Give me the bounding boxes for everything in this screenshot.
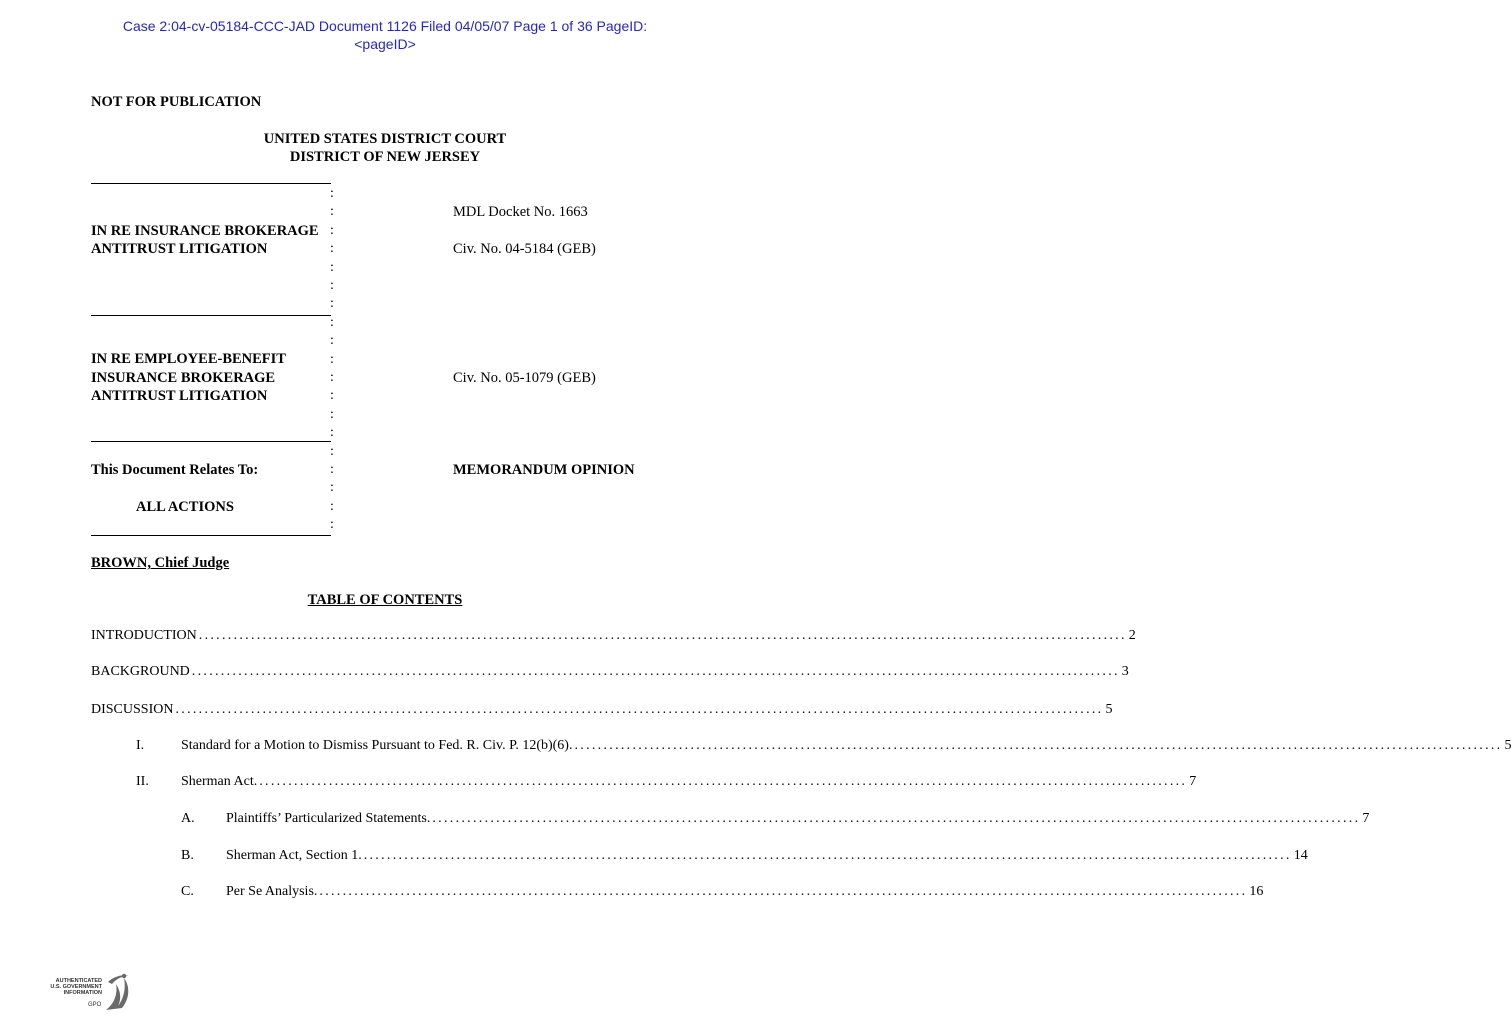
caption-colon: : (330, 352, 334, 367)
caption-colon: : (330, 480, 334, 495)
toc-leader: ................................................................................................................................................................ (259, 774, 1188, 789)
document-type: MEMORANDUM OPINION (453, 462, 635, 478)
caption-colon: : (330, 241, 334, 256)
toc-entry-page: 5 (1504, 738, 1511, 753)
caption-colon: : (330, 204, 334, 219)
logo-gpo: GPO (88, 1002, 102, 1008)
caption-colon: : (330, 462, 334, 477)
gpo-authentication-logo (44, 970, 134, 1015)
caption-colon: : (330, 296, 334, 311)
toc-entry-label: Plaintiffs’ Particularized Statements. (226, 811, 431, 826)
toc-entry-motion-to-dismiss[interactable] (181, 738, 1511, 754)
logo-line: INFORMATION (63, 990, 102, 997)
toc-entry-background[interactable] (91, 664, 1129, 680)
toc-entry-label: Standard for a Motion to Dismiss Pursuant to Fed. R. Civ. P. 12(b)(6). (181, 738, 573, 753)
case-header-line1: Case 2:04-cv-05184-CCC-JAD Document 1126 Filed 04/05/07 Page 1 of 36 PageID: (122, 18, 648, 34)
toc-entry-label: BACKGROUND (91, 664, 190, 679)
caption-colon: : (330, 370, 334, 385)
toc-leader: ................................................................................................................................................................ (319, 884, 1248, 899)
toc-entry-page: 3 (1121, 664, 1129, 679)
case1-title-line2: ANTITRUST LITIGATION (91, 241, 268, 257)
caption-colon: : (330, 278, 334, 293)
toc-entry-number: II. (136, 774, 149, 789)
toc-entry-number: C. (181, 884, 194, 899)
caption-colon: : (330, 315, 334, 330)
toc-entry-label: Sherman Act, Section 1. (226, 848, 362, 863)
toc-entry-page: 14 (1293, 848, 1308, 863)
caption-colon: : (330, 333, 334, 348)
toc-entry-page: 16 (1249, 884, 1264, 899)
all-actions: ALL ACTIONS (136, 499, 234, 515)
toc-entry-page: 7 (1189, 774, 1197, 789)
caption-colon: : (330, 425, 334, 440)
toc-leader: ................................................................................................................................................................ (175, 702, 1104, 717)
caption-colon: : (330, 407, 334, 422)
civ-no-1: Civ. No. 04-5184 (GEB) (453, 241, 596, 257)
civ-no-2: Civ. No. 05-1079 (GEB) (453, 370, 596, 386)
toc-leader: ................................................................................................................................................................ (574, 738, 1503, 753)
judge-name: BROWN, Chief Judge (91, 555, 230, 571)
toc-entry-sherman-section-1[interactable] (226, 848, 1308, 864)
toc-entry-label: INTRODUCTION (91, 628, 197, 643)
toc-entry-per-se-analysis[interactable] (226, 884, 1264, 900)
logo-text (44, 978, 102, 997)
case1-title-line1: IN RE INSURANCE BROKERAGE (91, 223, 319, 239)
toc-entry-number: A. (181, 811, 195, 826)
toc-leader: ................................................................................................................................................................ (363, 848, 1292, 863)
toc-entry-particularized-statements[interactable] (226, 811, 1370, 827)
caption-rule (91, 535, 331, 536)
toc-leader: ................................................................................................................................................................ (191, 664, 1120, 679)
caption-rule (91, 441, 331, 442)
caption-rule (91, 315, 331, 316)
court-name: UNITED STATES DISTRICT COURT (263, 131, 507, 147)
toc-entry-discussion[interactable] (91, 702, 1113, 718)
toc-entry-label: DISCUSSION (91, 702, 174, 717)
caption-colon: : (330, 499, 334, 514)
case2-title-line3: ANTITRUST LITIGATION (91, 388, 268, 404)
toc-entry-number: B. (181, 848, 194, 863)
relates-to: This Document Relates To: (91, 462, 259, 478)
caption-colon: : (330, 388, 334, 403)
case-header-line2: <pageID> (354, 36, 416, 52)
toc-leader: ................................................................................................................................................................ (198, 628, 1127, 643)
caption-colon: : (330, 517, 334, 532)
toc-entry-page: 2 (1128, 628, 1136, 643)
toc-leader: ................................................................................................................................................................ (432, 811, 1361, 826)
toc-entry-page: 7 (1362, 811, 1370, 826)
logo-line: U.S. GOVERNMENT (50, 984, 102, 991)
toc-entry-introduction[interactable] (91, 628, 1136, 644)
caption-colon: : (330, 444, 334, 459)
toc-title: TABLE OF CONTENTS (307, 592, 463, 608)
case2-title-line2: INSURANCE BROKERAGE (91, 370, 276, 386)
mdl-docket: MDL Docket No. 1663 (453, 204, 588, 220)
caption-colon: : (330, 260, 334, 275)
caption-colon: : (330, 223, 334, 238)
case2-title-line1: IN RE EMPLOYEE-BENEFIT (91, 351, 286, 367)
toc-entry-label: Per Se Analysis. (226, 884, 318, 899)
toc-entry-sherman-act[interactable] (181, 774, 1197, 790)
logo-line: AUTHENTICATED (55, 978, 102, 984)
toc-entry-label: Sherman Act. (181, 774, 258, 789)
not-for-publication: NOT FOR PUBLICATION (91, 94, 262, 110)
caption-rule (91, 183, 331, 184)
toc-entry-page: 5 (1105, 702, 1113, 717)
court-district: DISTRICT OF NEW JERSEY (289, 149, 481, 165)
caption-colon: : (330, 186, 334, 201)
toc-entry-number: I. (136, 738, 145, 753)
